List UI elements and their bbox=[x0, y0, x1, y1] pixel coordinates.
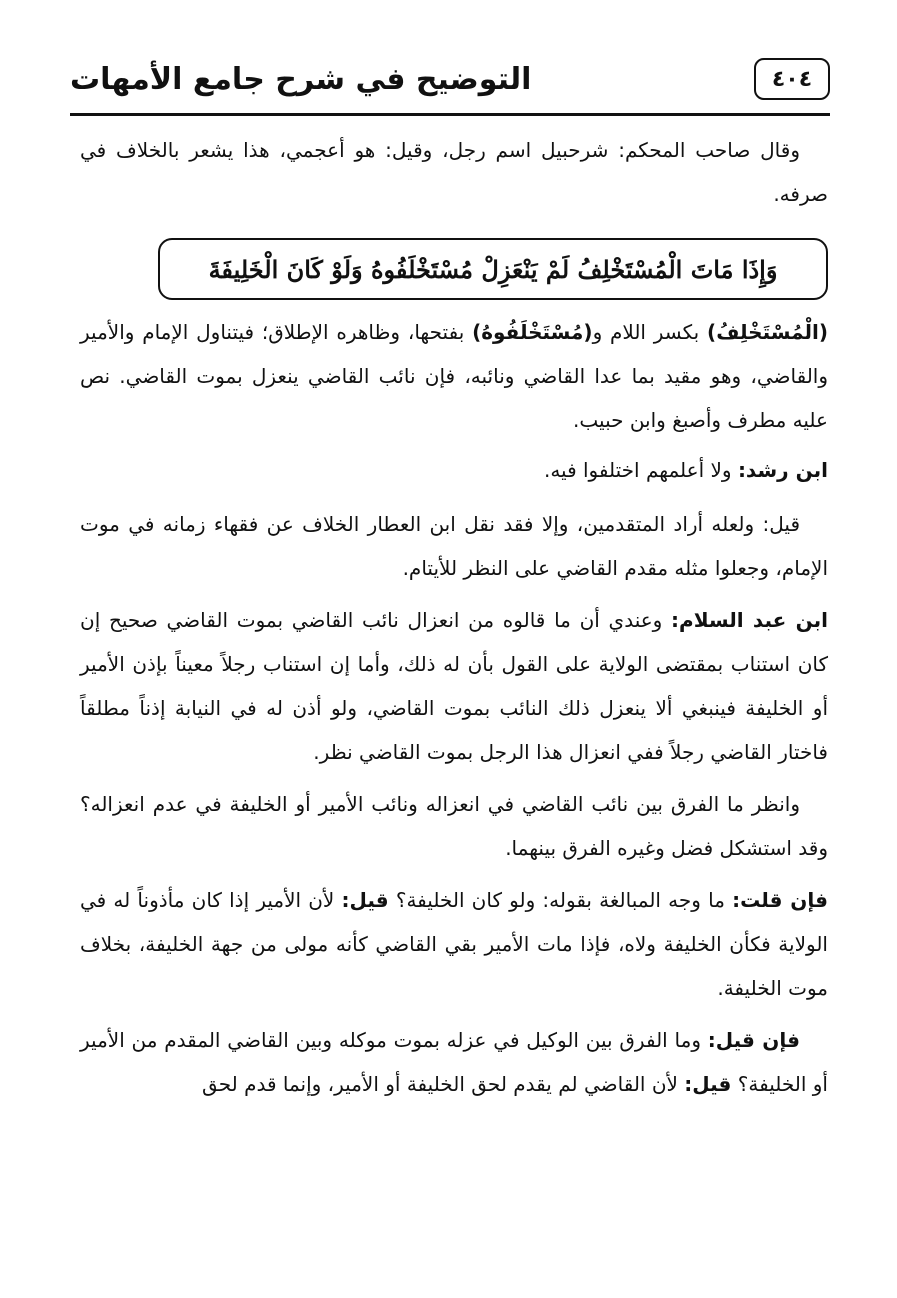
paragraph-in-qila bbox=[80, 1018, 828, 1106]
text-in-qila-question: وما الفرق بين الوكيل في عزله بموت موكله وبين القاضي المقدم من الأمير أو الخليفة؟ bbox=[80, 1028, 828, 1096]
text-in-qulta-question: ما وجه المبالغة بقوله: ولو كان الخليفة؟ bbox=[388, 888, 733, 912]
paragraph-ibn-rushd bbox=[80, 448, 828, 492]
page-header bbox=[70, 56, 830, 114]
text-ibn-rushd: ولا أعلمهم اختلفوا فيه. bbox=[543, 458, 738, 482]
label-qila-answer-2: قيل: bbox=[684, 1072, 732, 1096]
label-in-qulta: فإن قلت: bbox=[732, 888, 828, 912]
page-number: ٤٠٤ bbox=[754, 58, 830, 100]
paragraph-in-qulta bbox=[80, 878, 828, 1010]
text-ibn-abd-alsalam: وعندي أن ما قالوه من انعزال نائب القاضي بموت القاضي صحيح إن كان استناب بمقتضى الولاية على القول بأن له ذلك، وأما إن استناب رجلاً معيناً بإذن الأمير أو الخليفة فينبغي ألا ينعزل ذلك النائب بموت القاضي، ولو أذن له في النيابة إذناً مطلقاً فاختار القاضي رجلاً ففي انعزال هذا الرجل بموت القاضي نظر. bbox=[80, 608, 828, 764]
paragraph-al-farq: وانظر ما الفرق بين نائب القاضي في انعزاله ونائب الأمير أو الخليفة في عدم انعزاله؟ وقد استشكل فضل وغيره الفرق بينهما. bbox=[80, 792, 828, 860]
text-in-qulta-answer: لأن الأمير إذا كان مأذوناً له في الولاية فكأن الخليفة ولاه، فإذا مات الأمير بقي القاضي كأنه مولى من جهة الخليفة، بخلاف موت الخليفة. bbox=[80, 888, 828, 1000]
book-title: التوضيح في شرح جامع الأمهات bbox=[70, 62, 532, 97]
header-divider bbox=[70, 113, 830, 116]
text-fath: بفتحها، وظاهره الإطلاق؛ فيتناول الإمام والأمير والقاضي، وهو مقيد بما عدا القاضي ونائبه، فإن نائب القاضي ينعزل بموت القاضي. نص عليه مطرف وأصبغ وابن حبيب. bbox=[80, 320, 828, 432]
intro-paragraph-block bbox=[80, 128, 828, 216]
paragraph-ibn-abd-alsalam bbox=[80, 598, 828, 774]
text-in-qila-answer: لأن القاضي لم يقدم لحق الخليفة أو الأمير، وإنما قدم لحق bbox=[202, 1072, 685, 1096]
paragraph-mustakhlif bbox=[80, 310, 828, 442]
matn-box: وَإِذَا مَاتَ الْمُسْتَخْلِفُ لَمْ يَنْعَزِلْ مُسْتَخْلَفُوهُ وَلَوْ كَانَ الْخَلِيفَةَ bbox=[158, 238, 828, 300]
text-kasr: بكسر اللام و bbox=[592, 320, 708, 344]
label-in-qila: فإن قيل: bbox=[707, 1028, 800, 1052]
paragraph-muhkam: وقال صاحب المحكم: شرحبيل اسم رجل، وقيل: هو أعجمي، هذا يشعر بالخلاف في صرفه. bbox=[80, 138, 828, 206]
paragraph-qila: قيل: ولعله أراد المتقدمين، وإلا فقد نقل ابن العطار الخلاف عن فقهاء زمانه في موت الإمام، وجعلوا مثله مقدم القاضي على النظر للأيتام. bbox=[80, 512, 828, 580]
term-mustakhlif: (الْمُسْتَخْلِفُ) bbox=[707, 320, 829, 344]
term-mustakhlafuh: (مُسْتَخْلَفُوهُ) bbox=[472, 320, 593, 344]
speaker-ibn-rushd: ابن رشد: bbox=[737, 458, 828, 482]
speaker-ibn-abd-alsalam: ابن عبد السلام: bbox=[671, 608, 828, 632]
main-text-block bbox=[80, 310, 828, 1106]
label-qila-answer: قيل: bbox=[341, 888, 389, 912]
